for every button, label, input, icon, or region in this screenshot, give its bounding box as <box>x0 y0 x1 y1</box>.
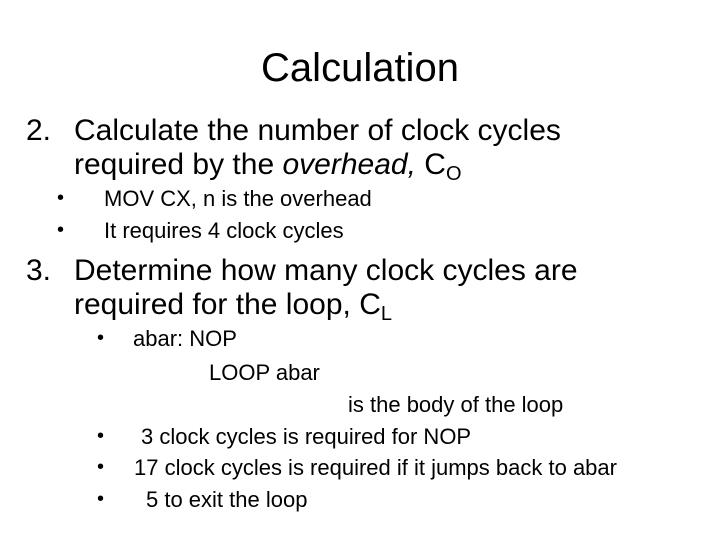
bullet-marker: • <box>97 488 105 510</box>
step-2-line-1: Calculate the number of clock cycles <box>74 114 561 147</box>
step-2-bullet-2: It requires 4 clock cycles <box>104 218 344 243</box>
step-2-line-2-text: required by the <box>74 148 275 181</box>
step-3-bullet-2: 17 clock cycles is required if it jumps back to abar <box>134 455 617 480</box>
code-line-1: abar: NOP <box>133 326 237 351</box>
bullet-marker: • <box>97 327 105 349</box>
code-note: is the body of the loop <box>348 392 564 417</box>
step-3-line-2 <box>74 288 392 325</box>
step-3-bullet-3: 5 to exit the loop <box>146 487 308 512</box>
bullet-marker: • <box>57 187 65 209</box>
code-line-2: LOOP abar <box>209 360 320 385</box>
bullet-marker: • <box>97 425 105 447</box>
step-2-line-2 <box>74 148 462 185</box>
step-3-symbol: $C_L$ <box>359 288 392 325</box>
step-3-bullet-1: 3 clock cycles is required for NOP <box>141 424 472 449</box>
bullet-marker: • <box>57 219 65 241</box>
bullet-marker: • <box>97 456 105 478</box>
step-2-number: 2. <box>26 114 52 147</box>
step-2-bullet-1: MOV CX, n is the overhead <box>104 186 372 211</box>
step-3-number: 3. <box>26 254 52 287</box>
step-3-line-2-text: required for the loop, <box>74 288 351 321</box>
step-3-line-1: Determine how many clock cycles are <box>74 254 578 287</box>
step-2-overhead-term: overhead, <box>282 148 416 181</box>
slide-title: Calculation <box>261 46 459 90</box>
step-2-symbol: $C_O$ <box>424 148 462 185</box>
